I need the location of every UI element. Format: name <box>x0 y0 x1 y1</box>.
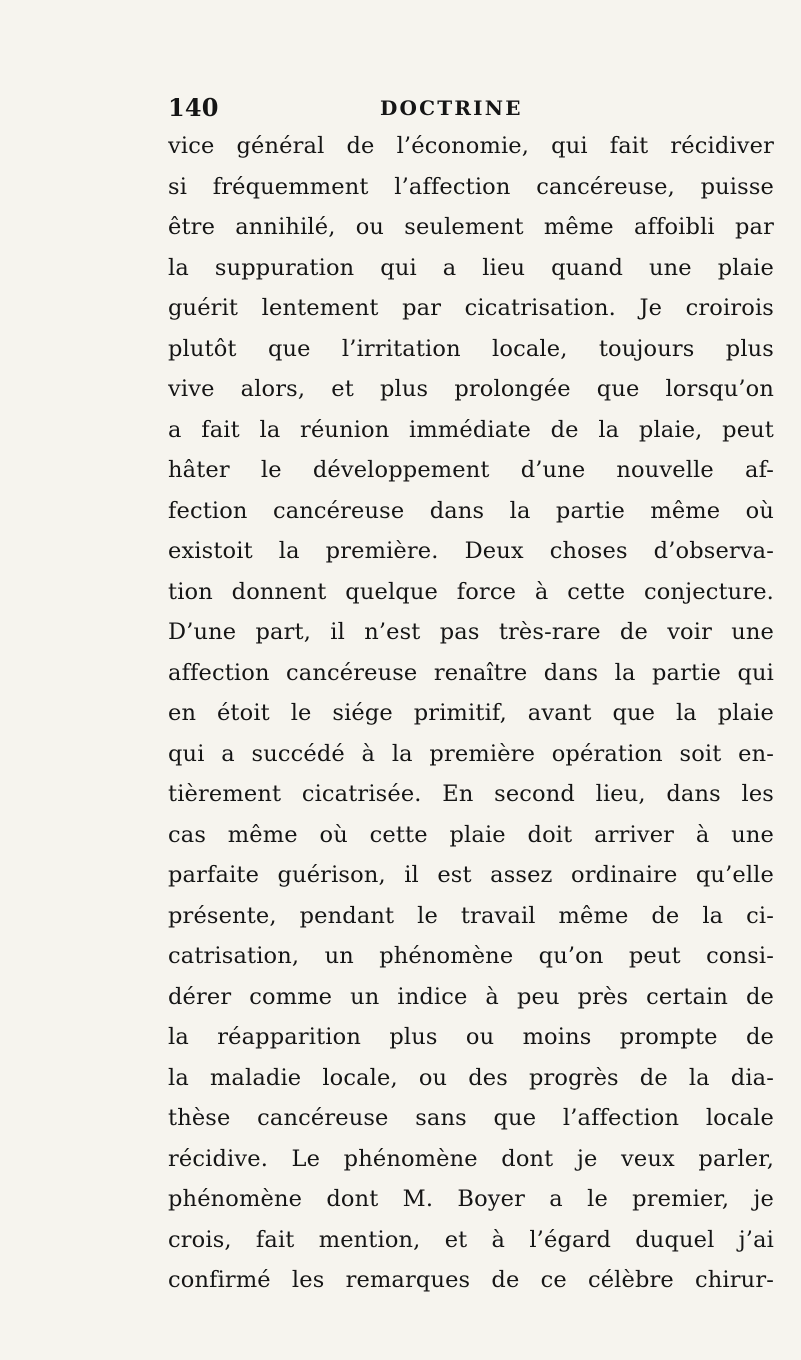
text-line-9: hâter le développement d’une nouvelle af- <box>168 457 774 483</box>
text-line-23: la réapparition plus ou moins prompte de <box>168 1024 774 1050</box>
text-line-21: catrisation, un phénomène qu’on peut consi- <box>168 943 774 969</box>
text-line-16: qui a succédé à la première opération soit en- <box>168 740 774 767</box>
text-line-8: a fait la réunion immédiate de la plaie, peut <box>168 416 774 443</box>
text-line-24: la maladie locale, ou des progrès de la dia- <box>168 1064 774 1091</box>
text-line-3: être annihilé, ou seulement même affoibli par <box>168 214 774 240</box>
text-line-29: confirmé les remarques de ce célèbre chirur- <box>168 1267 774 1293</box>
text-line-28: crois, fait mention, et à l’égard duquel j’ai <box>168 1226 774 1253</box>
page-number: 140 <box>168 93 219 122</box>
text-line-19: parfaite guérison, il est assez ordinaire qu’elle <box>168 862 774 888</box>
text-line-26: récidive. Le phénomène dont je veux parler, <box>168 1145 774 1172</box>
text-line-22: dérer comme un indice à peu près certain de <box>168 983 774 1010</box>
text-line-10: fection cancéreuse dans la partie même où <box>168 497 774 524</box>
text-line-14: affection cancéreuse renaître dans la partie qui <box>168 659 774 686</box>
text-line-20: présente, pendant le travail même de la ci- <box>168 902 774 929</box>
text-line-15: en étoit le siége primitif, avant que la plaie <box>168 700 774 726</box>
text-line-5: guérit lentement par cicatrisation. Je croirois <box>168 295 774 321</box>
running-head: DOCTRINE <box>380 96 523 120</box>
text-line-4: la suppuration qui a lieu quand une plaie <box>168 254 774 281</box>
text-line-27: phénomène dont M. Boyer a le premier, je <box>168 1186 774 1212</box>
text-line-11: existoit la première. Deux choses d’observa- <box>168 538 774 564</box>
text-line-7: vive alors, et plus prolongée que lorsqu’on <box>168 376 774 402</box>
text-line-18: cas même où cette plaie doit arriver à une <box>168 821 774 848</box>
text-line-2: si fréquemment l’affection cancéreuse, puisse <box>168 173 774 200</box>
page-header <box>168 91 768 125</box>
body-text <box>168 126 774 1301</box>
text-line-25: thèse cancéreuse sans que l’affection locale <box>168 1105 774 1131</box>
text-line-1: vice général de l’économie, qui fait récidiver <box>168 133 774 159</box>
text-line-13: D’une part, il n’est pas très-rare de voir une <box>168 619 774 645</box>
text-line-6: plutôt que l’irritation locale, toujours plus <box>168 335 774 362</box>
text-line-12: tion donnent quelque force à cette conjecture. <box>168 578 774 605</box>
text-line-17: tièrement cicatrisée. En second lieu, dans les <box>168 781 774 807</box>
